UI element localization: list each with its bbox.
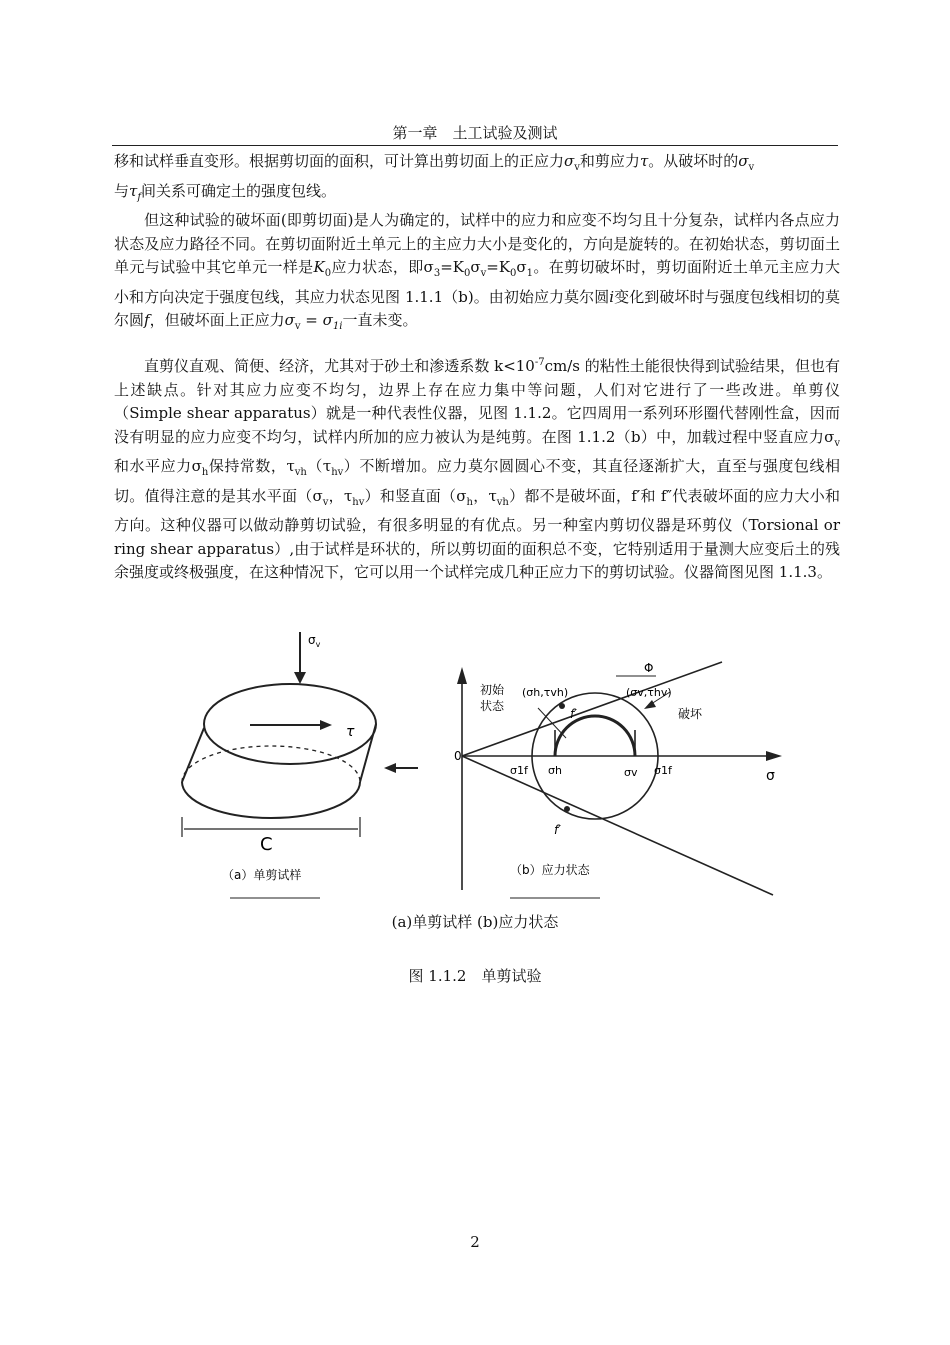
failure-label: 破坏 <box>678 707 703 721</box>
figure-a-specimen <box>182 632 418 898</box>
initial-state-label-2: 状态 <box>480 699 505 713</box>
initial-circle <box>555 716 635 756</box>
side-arrowhead <box>384 763 396 773</box>
figure-1-1-2 <box>170 622 800 907</box>
caption-b: （b）应力状态 <box>510 863 590 877</box>
paragraph-3: 直剪仪直观、简便、经济，尤其对于砂土和渗透系数 $k<10^{-7}cm/s$ 的粘性土能很快得到试验结果，但也有上述缺点。针对其应力应变不均匀，边界上存在应力集中等问题，人们对它进行了一些改进。单剪仪（Simple shear apparatus）就是一种代表性仪器，见图 1.1.2。它四周用一系列环形圈代替刚性盒，因而没有明显的应力应变不均匀，试样内所加的应力被认为是纯剪。在图 1.1.2（b）中，加载过程中竖直应力$\sigma_v$和水平应力$\sigma_h$保持常数，$\tau_{vh}(\tau_{hv})$不断增加。应力莫尔圆圆心不变，其直径逐渐扩大，直至与强度包线相切。值得注意的是其水平面（$\sigma_v$，$\tau_{hv}$）和竖直面（$\sigma_h$，$\tau_{vh}$）都不是破坏面，f′和 f″代表破坏面的应力大小和方向。这种仪器可以做动静剪切试验，有很多明显的有优点。另一种室内剪切仪器是环剪仪（Torsional or ring shear apparatus）,由于试样是环状的，所以剪切面的面积总不变，它特别适用于量测大应变后土的残余强度或终极强度，在这种情况下，它可以用一个试样完成几种正应力下的剪切试验。仪器简图见图 1.1.3。 <box>114 357 840 581</box>
figure-b-mohr <box>457 662 782 898</box>
sigma-h-label: σh <box>548 764 562 777</box>
point-sv-thv: (σv,τhv) <box>626 686 672 699</box>
sigma-1f-left: σ1f <box>510 764 528 777</box>
specimen-bottom-front <box>182 782 360 818</box>
point-sh-tvh: (σh,τvh) <box>522 686 569 699</box>
paragraph-2: 但这种试验的破坏面(即剪切面)是人为确定的，试样中的应力和应变不均匀且十分复杂，试样内各点应力状态及应力路径不同。在剪切面附近土单元上的主应力大小是变化的，方向是旋转的。在初始状态，剪切面土单元与试验中其它单元一样是$K_0$应力状态，即$\sigma_3=K_0\sigma_v=K_0\sigma_1$。在剪切破坏时，剪切面附近土单元主应力大小和方向决定于强度包线，其应力状态见图 1.1.1（b)。由初始应力莫尔圆i变化到破坏时与强度包线相切的莫尔圆f，但破坏面上正应力$\sigma_v = \sigma_{1i}$一直未变。 <box>114 211 840 332</box>
lower-envelope <box>462 756 773 895</box>
header-rule <box>112 145 838 146</box>
sigma-v-label: $\sigma_v$ <box>308 633 321 649</box>
width-label: C <box>260 834 273 855</box>
specimen-left-edge <box>182 728 204 782</box>
shear-arrowhead <box>320 720 332 730</box>
failure-pointer-head <box>644 700 656 709</box>
paragraph-1: 移和试样垂直变形。根据剪切面的面积，可计算出剪切面上的正应力$\sigma_v$和剪应力τ。从破坏时的$\sigma_v$ 与$\tau_f$间关系可确定土的强度包线。 <box>114 152 755 203</box>
initial-state-label-1: 初始 <box>480 683 505 697</box>
tangent-point-lower <box>564 806 570 812</box>
phi-label: Φ <box>644 661 654 675</box>
specimen-right-edge <box>360 724 376 782</box>
page-number: 2 <box>470 1233 480 1251</box>
tau-axis-arrowhead <box>457 667 467 684</box>
tangent-point-upper <box>559 703 565 709</box>
figure-caption: 图 1.1.2 单剪试验 <box>408 967 542 985</box>
vertical-load-arrowhead <box>294 672 306 684</box>
sigma-axis-arrowhead <box>766 751 782 761</box>
figure-subcaption: (a)单剪试样 (b)应力状态 <box>391 913 559 931</box>
origin-label: 0 <box>454 749 462 763</box>
caption-a: （a）单剪试样 <box>222 868 302 882</box>
f-prime-lower: f′ <box>554 823 561 837</box>
f-prime-upper: f′ <box>570 707 577 721</box>
running-header: 第一章 土工试验及测试 <box>392 124 558 142</box>
tau-label: τ <box>346 724 355 740</box>
sigma-v-axis-label: σv <box>624 766 638 779</box>
sigma-1f-right: σ1f <box>654 764 672 777</box>
sigma-axis-label: σ <box>766 768 775 784</box>
